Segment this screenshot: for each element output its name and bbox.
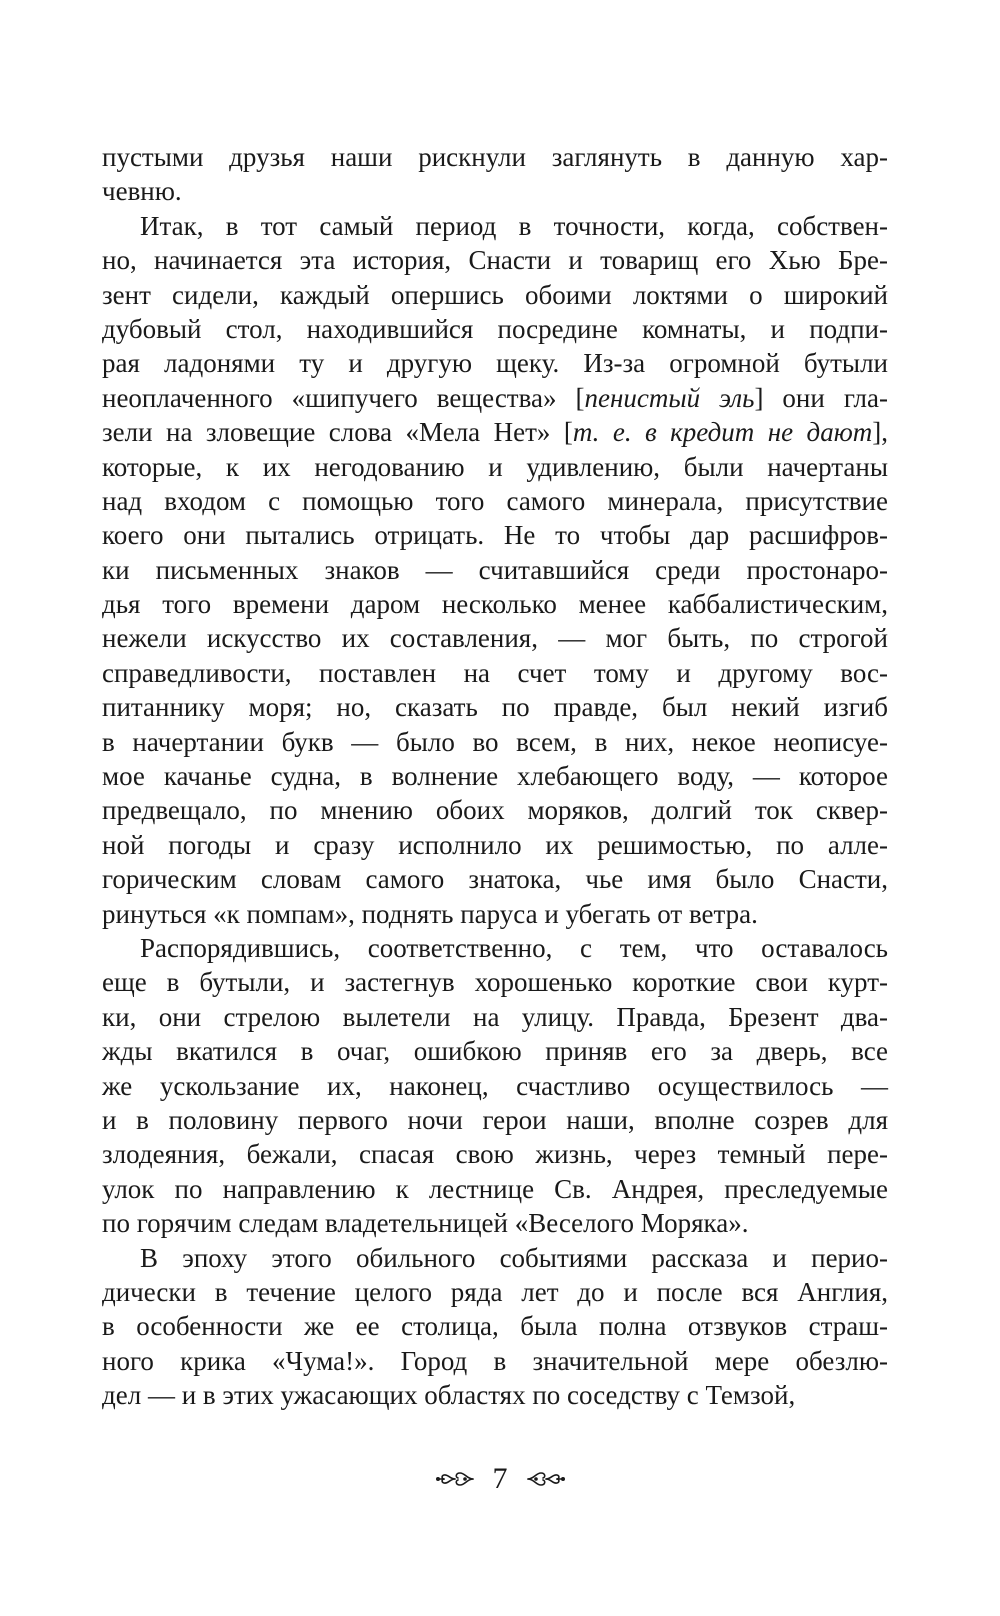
text-line xyxy=(102,243,888,277)
text-line xyxy=(102,725,888,759)
text-run: коего они пытались отрицать. Не то чтобы дар расшифров- xyxy=(102,520,888,551)
text-run: мое качанье судна, в волнение хлебающего воду, — которое xyxy=(102,761,888,792)
text-line xyxy=(102,1309,888,1343)
text-line xyxy=(102,1206,888,1240)
text-run: которые, к их негодованию и удивлению, были начертаны xyxy=(102,451,888,482)
text-line xyxy=(102,312,888,346)
text-run: же ускользание их, наконец, счастливо осуществилось — xyxy=(102,1070,888,1101)
text-line xyxy=(102,897,888,931)
text-run: еще в бутыли, и застегнув хорошенько короткие свои курт- xyxy=(102,967,888,998)
text-run: улок по направлению к лестнице Св. Андрея, преследуемые xyxy=(102,1173,888,1204)
text-run: злодеяния, бежали, спасая свою жизнь, через темный пере- xyxy=(102,1139,888,1170)
text-run: неоплаченного «шипучего вещества» [ xyxy=(102,382,585,413)
text-run: рая ладонями ту и другую щеку. Из-за огромной бутыли xyxy=(102,348,888,379)
text-line xyxy=(102,140,888,174)
text-run: жды вкатился в очаг, ошибкою приняв его за дверь, все xyxy=(102,1036,888,1067)
text-line xyxy=(102,553,888,587)
text-line xyxy=(102,381,888,415)
paragraph-0 xyxy=(102,140,888,209)
text-run: в начертании букв — было во всем, в них, некое неописуе- xyxy=(102,726,888,757)
text-run: дически в течение целого ряда лет до и после вся Англия, xyxy=(102,1276,888,1307)
text-line xyxy=(102,1069,888,1103)
text-line xyxy=(102,793,888,827)
paragraph-1 xyxy=(102,209,888,931)
page-number: 7 xyxy=(492,1462,508,1495)
text-run: нежели искусство их составления, — мог быть, по строгой xyxy=(102,623,888,654)
text-run: над входом с помощью того самого минерала, присутствие xyxy=(102,485,888,516)
text-run: ] они гла- xyxy=(754,382,888,413)
text-line xyxy=(102,518,888,552)
text-line xyxy=(102,1137,888,1171)
text-run: ки письменных знаков — считавшийся среди простонаро- xyxy=(102,554,888,585)
text-line xyxy=(102,931,888,965)
text-run: дубовый стол, находившийся посредине комнаты, и подпи- xyxy=(102,313,888,344)
text-run: дья того времени даром несколько менее каббалистическим, xyxy=(102,589,888,620)
italic-gloss: т. е. в кредит не дают xyxy=(572,417,873,448)
text-run: справедливости, поставлен на счет тому и другому вос- xyxy=(102,657,888,688)
text-run: в особенности же ее столица, была полна отзвуков страш- xyxy=(102,1311,888,1342)
text-line xyxy=(102,1378,888,1412)
text-line xyxy=(102,621,888,655)
text-line xyxy=(102,828,888,862)
text-run: по горячим следам владетельницей «Веселого Моряка». xyxy=(102,1208,749,1239)
text-line xyxy=(102,450,888,484)
paragraph-2 xyxy=(102,931,888,1241)
text-line xyxy=(102,656,888,690)
text-line xyxy=(102,1344,888,1378)
text-run: зент сидели, каждый опершись обоими локтями о широкий xyxy=(102,279,888,310)
text-line xyxy=(102,690,888,724)
text-line xyxy=(102,965,888,999)
text-line xyxy=(102,278,888,312)
text-run: ], xyxy=(872,417,888,448)
page-folio xyxy=(0,1462,1000,1496)
italic-gloss: пенистый эль xyxy=(584,382,755,413)
book-page-text xyxy=(102,140,888,1412)
text-line xyxy=(102,587,888,621)
text-line xyxy=(102,1034,888,1068)
text-run: Итак, в тот самый период в точности, когда, собствен- xyxy=(140,210,888,241)
text-run: горическим словам самого знатока, чье имя было Снасти, xyxy=(102,864,888,895)
text-line xyxy=(102,484,888,518)
text-run: ного крика «Чума!». Город в значительной мере обезлю- xyxy=(102,1345,888,1376)
text-line xyxy=(102,759,888,793)
text-line xyxy=(102,346,888,380)
text-line xyxy=(102,862,888,896)
text-line xyxy=(102,209,888,243)
text-run: ринуться «к помпам», поднять паруса и убегать от ветра. xyxy=(102,898,758,929)
paragraph-3 xyxy=(102,1241,888,1413)
text-line xyxy=(102,1103,888,1137)
text-line xyxy=(102,1275,888,1309)
text-line xyxy=(102,415,888,449)
text-run: Распорядившись, соответственно, с тем, что оставалось xyxy=(140,932,888,963)
text-run: предвещало, по мнению обоих моряков, долгий ток сквер- xyxy=(102,795,888,826)
text-run: зели на зловещие слова «Мела Нет» [ xyxy=(102,417,573,448)
text-run: чевню. xyxy=(102,176,182,207)
text-run: ной погоды и сразу исполнило их решимостью, по алле- xyxy=(102,829,888,860)
text-run: и в половину первого ночи герои наши, вполне созрев для xyxy=(102,1104,888,1135)
text-line xyxy=(102,1000,888,1034)
text-line xyxy=(102,1241,888,1275)
text-run: питаннику моря; но, сказать по правде, был некий изгиб xyxy=(102,692,888,723)
text-line xyxy=(102,1172,888,1206)
text-run: В эпоху этого обильного событиями рассказа и перио- xyxy=(140,1242,888,1273)
text-run: дел — и в этих ужасающих областях по соседству с Темзой, xyxy=(102,1380,796,1411)
text-run: пустыми друзья наши рискнули заглянуть в данную хар- xyxy=(102,142,888,172)
text-line xyxy=(102,174,888,208)
text-run: ки, они стрелою вылетели на улицу. Правда, Брезент два- xyxy=(102,1001,888,1032)
right-ornament-icon xyxy=(526,1468,566,1490)
left-ornament-icon xyxy=(435,1468,475,1490)
text-run: но, начинается эта история, Снасти и товарищ его Хью Бре- xyxy=(102,245,888,276)
